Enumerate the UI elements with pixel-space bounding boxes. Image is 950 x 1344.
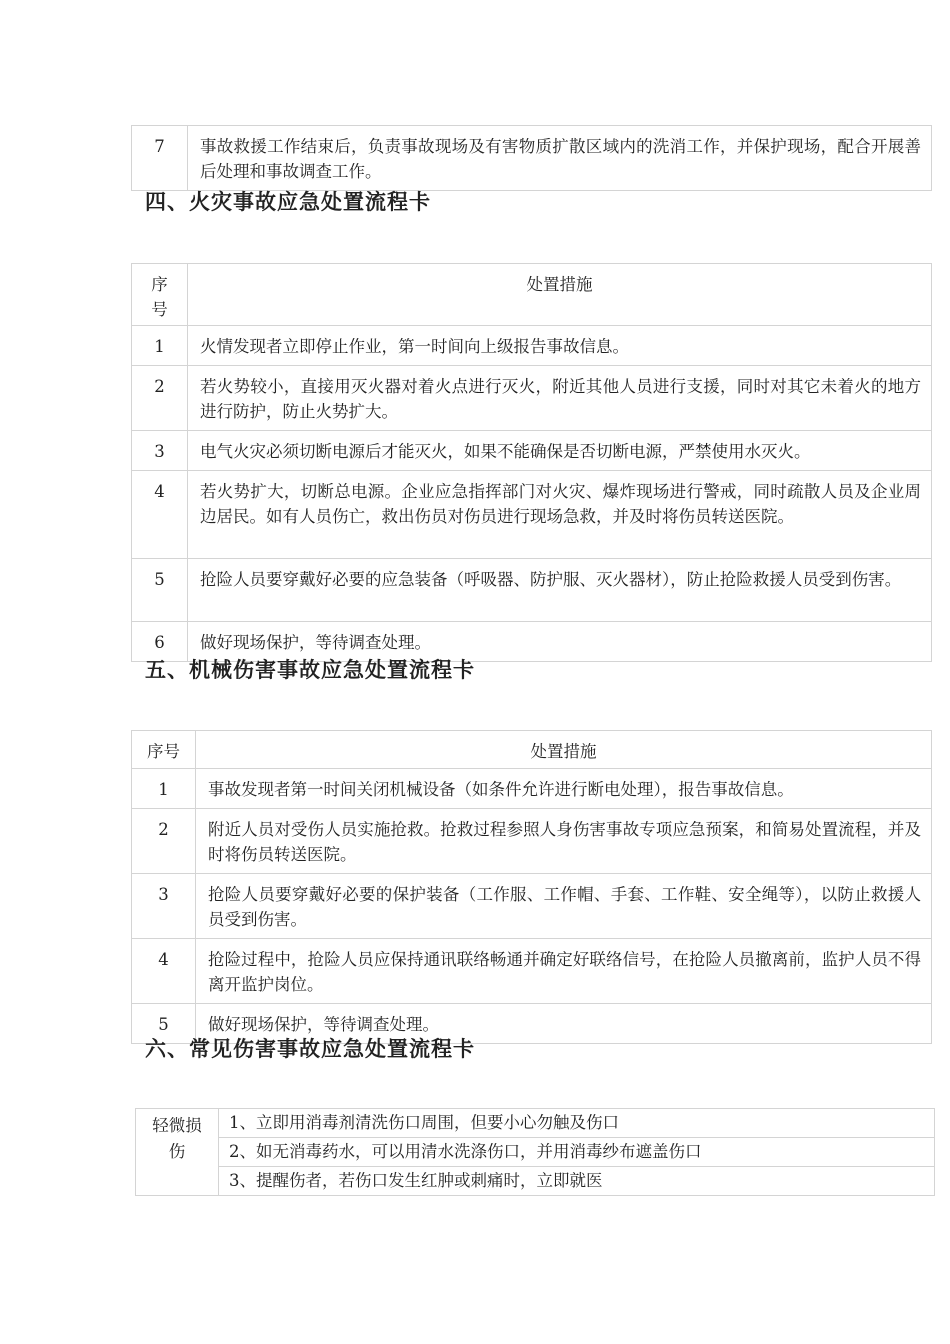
row-number: 5 <box>132 1004 196 1044</box>
table-row <box>132 559 932 622</box>
row-number: 2 <box>132 809 196 874</box>
common-injury-table <box>135 1108 935 1196</box>
table-row <box>136 1138 935 1167</box>
row-measure: 抢险人员要穿戴好必要的保护装备（工作服、工作帽、手套、工作鞋、安全绳等），以防止救援人员受到伤害。 <box>196 874 932 939</box>
row-number: 2 <box>132 366 188 431</box>
list-item: 1、立即用消毒剂清洗伤口周围，但要小心勿触及伤口 <box>219 1109 935 1138</box>
row-measure: 电气火灾必须切断电源后才能灭火，如果不能确保是否切断电源，严禁使用水灭火。 <box>188 431 932 471</box>
table-row <box>132 769 932 809</box>
fire-procedure-table <box>131 263 932 662</box>
section-5-title: 五、机械伤害事故应急处置流程卡 <box>145 657 475 682</box>
row-measure: 做好现场保护，等待调查处理。 <box>196 1004 932 1044</box>
table-row <box>132 326 932 366</box>
table-row <box>132 366 932 431</box>
table-row <box>132 126 932 191</box>
mechanical-injury-table <box>131 730 932 1044</box>
header-measure: 处置措施 <box>196 731 932 769</box>
table-row <box>132 874 932 939</box>
row-measure: 若火势较小，直接用灭火器对着火点进行灭火，附近其他人员进行支援，同时对其它未着火的地方进行防护，防止火势扩大。 <box>188 366 932 431</box>
table-row <box>132 939 932 1004</box>
row-measure: 抢险过程中，抢险人员应保持通讯联络畅通并确定好联络信号，在抢险人员撤离前，监护人员不得离开监护岗位。 <box>196 939 932 1004</box>
category-cell <box>136 1109 219 1196</box>
row-number: 1 <box>132 769 196 809</box>
section-6-title: 六、常见伤害事故应急处置流程卡 <box>145 1036 475 1061</box>
row-measure: 抢险人员要穿戴好必要的应急装备（呼吸器、防护服、灭火器材），防止抢险救援人员受到伤害。 <box>188 559 932 622</box>
table-row <box>136 1167 935 1196</box>
table-row <box>132 431 932 471</box>
list-item: 3、提醒伤者，若伤口发生红肿或刺痛时，立即就医 <box>219 1167 935 1196</box>
table-row <box>132 809 932 874</box>
header-number-label: 序号 <box>151 275 168 319</box>
row-measure: 若火势扩大，切断总电源。企业应急指挥部门对火灾、爆炸现场进行警戒，同时疏散人员及企业周边居民。如有人员伤亡，救出伤员对伤员进行现场急救，并及时将伤员转送医院。 <box>188 471 932 559</box>
row-number: 5 <box>132 559 188 622</box>
row-number: 7 <box>132 126 188 191</box>
table-header-row <box>132 731 932 769</box>
row-number: 3 <box>132 874 196 939</box>
row-measure: 事故救援工作结束后，负责事故现场及有害物质扩散区域内的洗消工作，并保护现场，配合开展善后处理和事故调查工作。 <box>188 126 932 191</box>
row-number: 1 <box>132 326 188 366</box>
category-label: 轻微损伤 <box>152 1116 202 1161</box>
row-measure: 做好现场保护，等待调查处理。 <box>188 622 932 662</box>
row-number: 4 <box>132 939 196 1004</box>
table-row <box>136 1109 935 1138</box>
row-measure: 火情发现者立即停止作业，第一时间向上级报告事故信息。 <box>188 326 932 366</box>
row-measure: 事故发现者第一时间关闭机械设备（如条件允许进行断电处理），报告事故信息。 <box>196 769 932 809</box>
table-header-row <box>132 264 932 326</box>
row-number: 6 <box>132 622 188 662</box>
row-measure: 附近人员对受伤人员实施抢救。抢救过程参照人身伤害事故专项应急预案，和简易处置流程，并及时将伤员转送医院。 <box>196 809 932 874</box>
carryover-table <box>131 125 932 191</box>
section-4-title: 四、火灾事故应急处置流程卡 <box>145 189 431 214</box>
header-number <box>132 264 188 326</box>
table-row <box>132 471 932 559</box>
row-number: 3 <box>132 431 188 471</box>
list-item: 2、如无消毒药水，可以用清水洗涤伤口，并用消毒纱布遮盖伤口 <box>219 1138 935 1167</box>
row-number: 4 <box>132 471 188 559</box>
header-number: 序号 <box>132 731 196 769</box>
header-measure: 处置措施 <box>188 264 932 326</box>
